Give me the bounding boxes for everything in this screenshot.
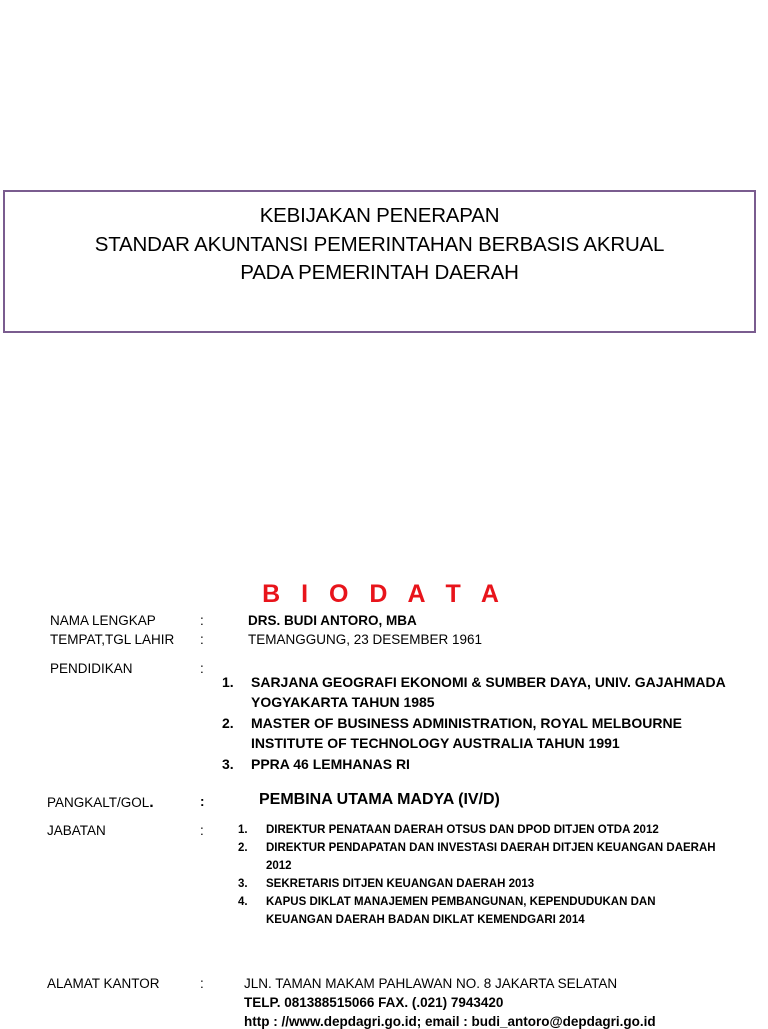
pendidikan-item-3-num: 3.	[222, 756, 234, 772]
jabatan-item-4-num: 4.	[238, 896, 248, 908]
pangkat-colon: :	[200, 794, 205, 809]
jabatan-item-4-line-2: KEUANGAN DAERAH BADAN DIKLAT KEMENDGARI 2014	[266, 914, 585, 926]
alamat-line-3[interactable]: http : //www.depdagri.go.id; email : budi_antoro@depdagri.go.id	[244, 1014, 656, 1029]
pangkat-label	[47, 794, 154, 812]
pangkat-value: PEMBINA UTAMA MADYA (IV/D)	[259, 791, 500, 808]
pendidikan-label: PENDIDIKAN	[50, 661, 133, 676]
jabatan-label: JABATAN	[47, 823, 106, 838]
title-line-2: STANDAR AKUNTANSI PEMERINTAHAN BERBASIS AKRUAL	[94, 233, 665, 256]
pendidikan-item-1-line-1: SARJANA GEOGRAFI EKONOMI & SUMBER DAYA, UNIV. GAJAHMADA	[251, 674, 726, 690]
pendidikan-item-2-num: 2.	[222, 715, 234, 731]
alamat-line-2: TELP. 081388515066 FAX. (.021) 7943420	[244, 995, 504, 1010]
nama-colon: :	[200, 613, 204, 628]
pangkat-label-dot: .	[149, 794, 154, 811]
pendidikan-colon: :	[200, 661, 204, 676]
nama-label: NAMA LENGKAP	[50, 613, 156, 628]
title-line-3: PADA PEMERINTAH DAERAH	[240, 261, 519, 284]
nama-value: DRS. BUDI ANTORO, MBA	[248, 613, 417, 628]
jabatan-item-3-num: 3.	[238, 878, 248, 890]
biodata-heading: B I O D A T A	[262, 580, 506, 608]
alamat-label: ALAMAT KANTOR	[47, 976, 160, 991]
jabatan-item-2-line-1: DIREKTUR PENDAPATAN DAN INVESTASI DAERAH DITJEN KEUANGAN DAERAH	[266, 842, 716, 854]
pendidikan-item-1-line-2: YOGYAKARTA TAHUN 1985	[251, 694, 435, 710]
jabatan-item-2-num: 2.	[238, 842, 248, 854]
ttl-label: TEMPAT,TGL LAHIR	[50, 632, 175, 647]
jabatan-item-3-line-1: SEKRETARIS DITJEN KEUANGAN DAERAH 2013	[266, 878, 535, 890]
alamat-line-1: JLN. TAMAN MAKAM PAHLAWAN NO. 8 JAKARTA SELATAN	[244, 976, 618, 991]
pendidikan-item-3-line-1: PPRA 46 LEMHANAS RI	[251, 756, 410, 772]
jabatan-colon: :	[200, 823, 204, 838]
jabatan-item-1-num: 1.	[238, 824, 248, 836]
title-line-1: KEBIJAKAN PENERAPAN	[259, 204, 500, 227]
pendidikan-item-2-line-1: MASTER OF BUSINESS ADMINISTRATION, ROYAL MELBOURNE	[251, 715, 682, 731]
pangkat-label-text: PANGKALT/GOL	[47, 795, 150, 810]
alamat-colon: :	[200, 976, 204, 991]
jabatan-item-4-line-1: KAPUS DIKLAT MANAJEMEN PEMBANGUNAN, KEPENDUDUKAN DAN	[266, 896, 656, 908]
title-box	[3, 190, 756, 333]
jabatan-item-2-line-2: 2012	[266, 860, 292, 872]
ttl-value: TEMANGGUNG, 23 DESEMBER 1961	[248, 632, 483, 647]
pendidikan-item-1-num: 1.	[222, 674, 234, 690]
ttl-colon: :	[200, 632, 204, 647]
pendidikan-item-2-line-2: INSTITUTE OF TECHNOLOGY AUSTRALIA TAHUN 1991	[251, 735, 620, 751]
jabatan-item-1-line-1: DIREKTUR PENATAAN DAERAH OTSUS DAN DPOD DITJEN OTDA 2012	[266, 824, 659, 836]
